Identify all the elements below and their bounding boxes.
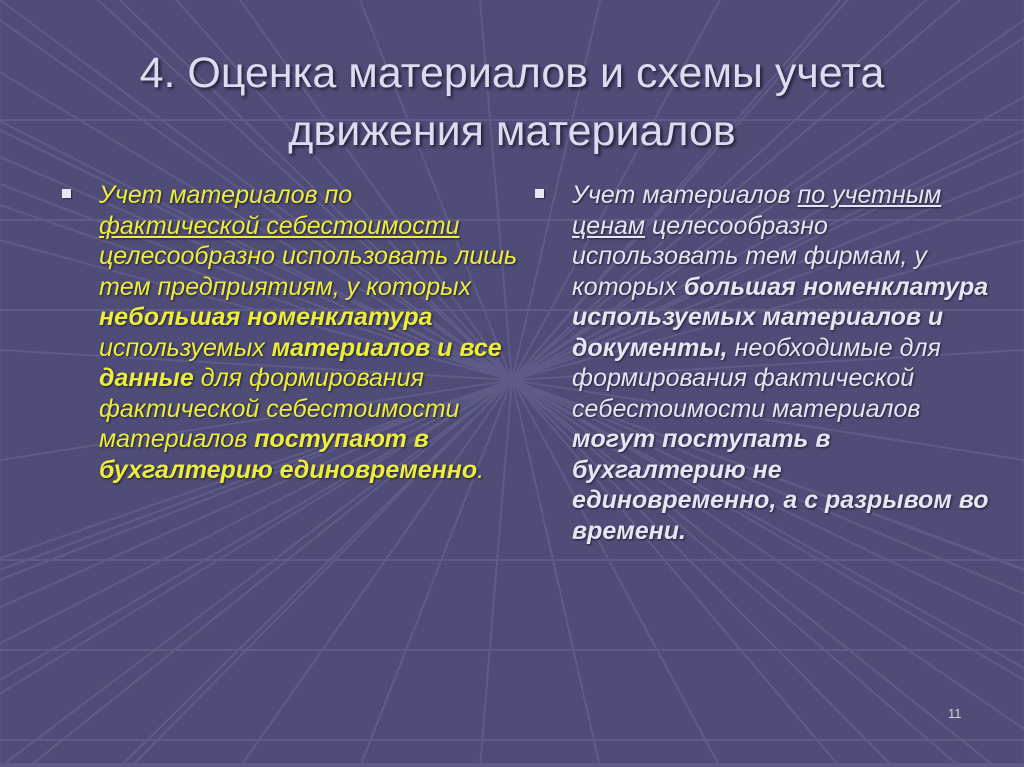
slide-title-line-1: 4. Оценка материалов и схемы учета (139, 49, 885, 97)
left-text-actual-cost: фактической себестоимости (99, 211, 460, 240)
slide-title (0, 44, 1024, 160)
right-text-intro: Учет материалов (572, 181, 798, 209)
right-text-not-at-once: могут поступать в бухгалтерию не единовременно, а с разрывом во времени. (572, 425, 989, 545)
left-text-period: . (477, 455, 485, 484)
left-bullet-text (99, 180, 519, 485)
right-text-advisable: целесообразно использовать тем фирмам, у которых (572, 211, 927, 301)
left-text-intro: Учет материалов по (99, 181, 353, 209)
right-text-accounting-prices: по учетным ценам (572, 181, 942, 240)
left-text-materials-data: материалов и все данные (99, 333, 502, 392)
slide-title-line-2: движения материалов (288, 107, 736, 155)
left-text-arrive-at-once: поступают в бухгалтерию единовременно (99, 425, 478, 484)
square-bullet-icon (62, 189, 71, 198)
right-bullet-text (572, 180, 992, 546)
left-text-small-nomenclature: небольшая номенклатура (99, 303, 433, 331)
right-text-large-nomenclature: большая номенклатура используемых материалов и документы, (572, 272, 989, 362)
left-text-advisable: целесообразно использовать лишь тем предприятиям, у которых (99, 242, 518, 301)
left-text-formation: для формирования фактической себестоимости материалов (99, 364, 460, 453)
right-text-needed: необходимые для формирования фактической себестоимости материалов (572, 333, 941, 423)
square-bullet-icon (535, 189, 544, 198)
left-text-used: используемых (99, 333, 272, 362)
page-number: 11 (948, 706, 962, 721)
